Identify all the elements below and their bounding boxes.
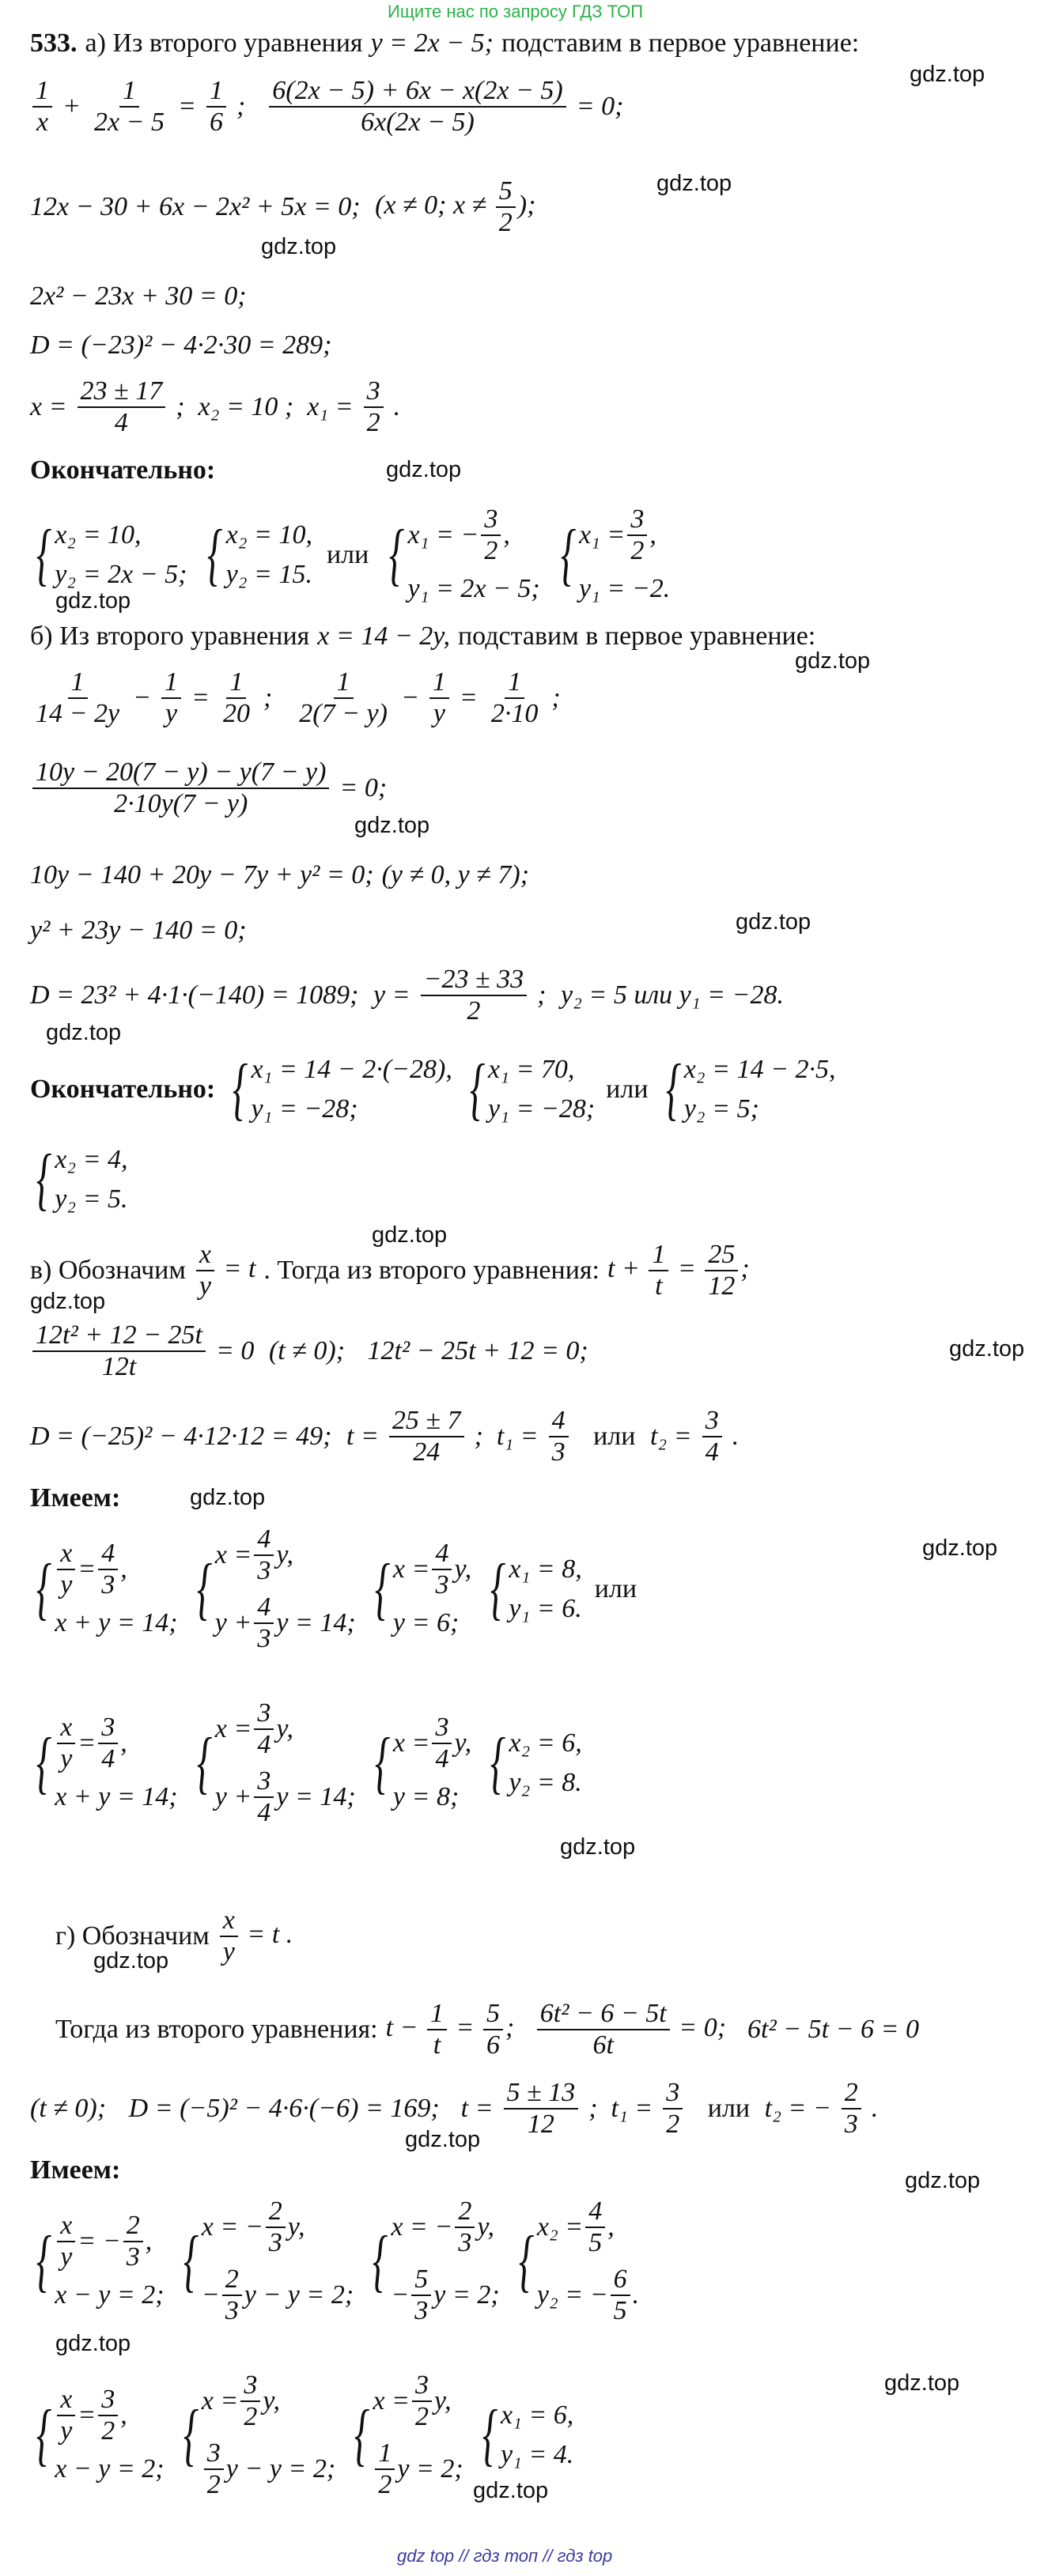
- part-g-intro: г) Обозначим $\frac{x}{y}$ = t .: [55, 1906, 293, 1966]
- part-g-intro-text: г) Обозначим: [55, 1921, 210, 1951]
- part-g-discriminant: D = (−5)² − 4·6·(−6) = 169;: [128, 2094, 440, 2123]
- part-a-roots: x = 23 ± 17 4 ; x₂ = 10 ; x₁ = 3 2 .: [30, 376, 401, 437]
- part-a-intro: [30, 28, 859, 59]
- watermark: gdz.top: [55, 588, 131, 614]
- watermark: gdz.top: [560, 1834, 636, 1860]
- watermark: gdz.top: [93, 1948, 169, 1974]
- part-g-line-3: (t ≠ 0); D = (−5)² − 4·6·(−6) = 169; t = 5 ± 13 12 ; t₁ = 3 2 или t₂ = − 2 3 .: [30, 2078, 879, 2139]
- watermark: gdz.top: [736, 909, 811, 935]
- watermark: gdz.top: [386, 457, 462, 482]
- part-b-line-3: [30, 860, 529, 890]
- footer-links[interactable]: gdz top // гдз топ // гдз top: [397, 2546, 613, 2566]
- or-word: или: [606, 1075, 649, 1104]
- part-a-substitution: y = 2x − 5;: [370, 28, 494, 58]
- part-b-equation-2: 10y − 20(7 − y) − y(7 − y) 2·10y(7 − y) = 0;: [30, 759, 387, 818]
- watermark: gdz.top: [910, 62, 985, 87]
- part-a-line-4: D = (−23)² − 4·2·30 = 289;: [30, 330, 332, 360]
- part-v-systems-2: { x y = 3 4 , x + y = 14; { x = 3 4 y, y + 3 4 y = 14; { x = 3 4 y, y = 8; { x₂ = 6, y₂ = 8.: [36, 1698, 582, 1827]
- part-g-quadratic: 6t² − 5t − 6 = 0: [747, 2015, 919, 2044]
- part-b-intro-text2: подставим в первое уравнение:: [457, 621, 816, 651]
- part-v-intro-text: в) Обозначим: [30, 1256, 186, 1285]
- part-b-final: Окончательно: { x₁ = 14 − 2·(−28), y₁ = −28; { x₁ = 70, y₁ = −28; или { x₂ = 14 − 2·5, y₂ = 5;: [30, 1051, 836, 1128]
- watermark: gdz.top: [656, 171, 732, 196]
- watermark: gdz.top: [30, 1289, 106, 1314]
- part-b-roots: y₂ = 5 или y₁ = −28.: [560, 980, 784, 1010]
- part-v-quadratic: 12t² − 25t + 12 = 0;: [367, 1336, 588, 1365]
- watermark: gdz.top: [372, 1222, 448, 1248]
- header-search-link[interactable]: Ищите нас по запросу ГДЗ ТОП: [388, 2, 644, 21]
- part-g-then: Тогда из второго уравнения:: [55, 2015, 378, 2044]
- watermark: gdz.top: [922, 1535, 998, 1561]
- watermark: gdz.top: [46, 1020, 122, 1045]
- part-a-equation-2: 12x − 30 + 6x − 2x² + 5x = 0; (x ≠ 0; x ≠ $\frac{5}{2}$ );: [30, 176, 536, 237]
- part-v-intro-text2: . Тогда из второго уравнения:: [263, 1256, 600, 1285]
- watermark: gdz.top: [261, 234, 337, 259]
- or-word: или: [594, 1574, 637, 1603]
- watermark: gdz.top: [795, 648, 871, 674]
- part-b-intro-text: б) Из второго уравнения: [30, 621, 310, 651]
- part-b-line-3-eq: 10y − 140 + 20y − 7y + y² = 0;: [30, 860, 374, 890]
- part-b-equation-1: 1 14 − 2y − 1 y = 1 20 ; 1 2(7 − y) − 1 y = 1 2·10 ;: [36, 667, 561, 728]
- watermark: gdz.top: [884, 2370, 960, 2396]
- part-g-systems-2: { x y = 3 2 , x − y = 2; { x = 3 2 y, 3 2 y − y = 2; { x = 3 2 y, 1 2 y = 2; { x₁ = 6, y₁ = 4.: [36, 2370, 574, 2499]
- watermark: gdz.top: [473, 2478, 549, 2503]
- part-v-intro: в) Обозначим $\frac{x}{y}$ = t . Тогда из второго уравнения: t + $\frac{1}{t}$ = $\frac{25}{12}$ ;: [30, 1240, 750, 1301]
- part-v-have: Имеем:: [30, 1483, 121, 1513]
- part-g-have: Имеем:: [30, 2155, 121, 2185]
- watermark: gdz.top: [405, 2127, 481, 2152]
- part-b-final-2: { x₂ = 4, y₂ = 5.: [36, 1141, 128, 1218]
- problem-number: 533.: [30, 28, 78, 58]
- part-v-discriminant: D = (−25)² − 4·12·12 = 49;: [30, 1422, 332, 1451]
- part-b-line-3-cond: (y ≠ 0, y ≠ 7);: [381, 860, 530, 890]
- part-b-substitution: x = 14 − 2y,: [317, 621, 450, 651]
- part-a-intro-text: а) Из второго уравнения: [85, 28, 363, 58]
- part-b-line-5: D = 23² + 4·1·(−140) = 1089; y = −23 ± 33 2 ; y₂ = 5 или y₁ = −28.: [30, 965, 784, 1025]
- part-b-final-label: Окончательно:: [30, 1075, 216, 1104]
- watermark: gdz.top: [190, 1485, 266, 1510]
- part-a-final-label: Окончательно:: [30, 455, 216, 485]
- watermark: gdz.top: [905, 2168, 981, 2193]
- watermark: gdz.top: [55, 2331, 131, 2356]
- part-v-systems-1: { x y = 4 3 , x + y = 14; { x = 4 3 y, y + 4 3 y = 14; { x = 4 3 y, y = 6; { x₁ = 8, y₁ = 6. или: [36, 1524, 637, 1653]
- part-g-line-2: Тогда из второго уравнения: t − $\frac{1}{t}$ = $\frac{5}{6}$ ; $\frac{\text{6t² − 6 − 5t}}{6t}$ = 0; 6t² − 5t − 6 = 0: [55, 1999, 919, 2060]
- part-b-discriminant: D = 23² + 4·1·(−140) = 1089;: [30, 980, 359, 1010]
- watermark: gdz.top: [949, 1336, 1025, 1362]
- part-a-intro-text2: подставим в первое уравнение:: [501, 28, 860, 58]
- part-b-intro: [30, 621, 815, 652]
- part-a-line-3: 2x² − 23x + 30 = 0;: [30, 281, 247, 311]
- part-v-line-3: D = (−25)² − 4·12·12 = 49; t = 25 ± 7 24 ; t₁ = 4 3 или t₂ = 3 4 .: [30, 1406, 740, 1467]
- or-word: или: [326, 540, 369, 569]
- watermark: gdz.top: [354, 813, 430, 838]
- part-v-condition: (t ≠ 0);: [268, 1336, 346, 1365]
- part-a-line-2: 12x − 30 + 6x − 2x² + 5x = 0;: [30, 192, 361, 221]
- part-a-equation-1: 1 x + 1 2x − 5 = 1 6 ; 6(2x − 5) + 6x − x(2x − 5) 6x(2x − 5) = 0;: [30, 77, 623, 136]
- part-g-condition: (t ≠ 0);: [30, 2094, 107, 2123]
- part-v-equation-2: 12t² + 12 − 25t 12t = 0 (t ≠ 0); 12t² − 25t + 12 = 0;: [30, 1322, 588, 1381]
- part-b-line-4: y² + 23y − 140 = 0;: [30, 916, 247, 945]
- part-a-final-systems: { x₂ = 10, y₂ = 2x − 5; { x₂ = 10, y₂ = 15. или { x₁ = − 3 2 , y₁ = 2x − 5; { x₁ = 3 2 , y₁ = −2.: [36, 504, 671, 603]
- part-g-systems-1: { x y = − 2 3 , x − y = 2; { x = − 2 3 y, − 2 3 y − y = 2; { x = − 2 3 y, − 5 3 y = 2; { x₂ = 4 5 , y₂ = − 6 5 .: [36, 2196, 640, 2325]
